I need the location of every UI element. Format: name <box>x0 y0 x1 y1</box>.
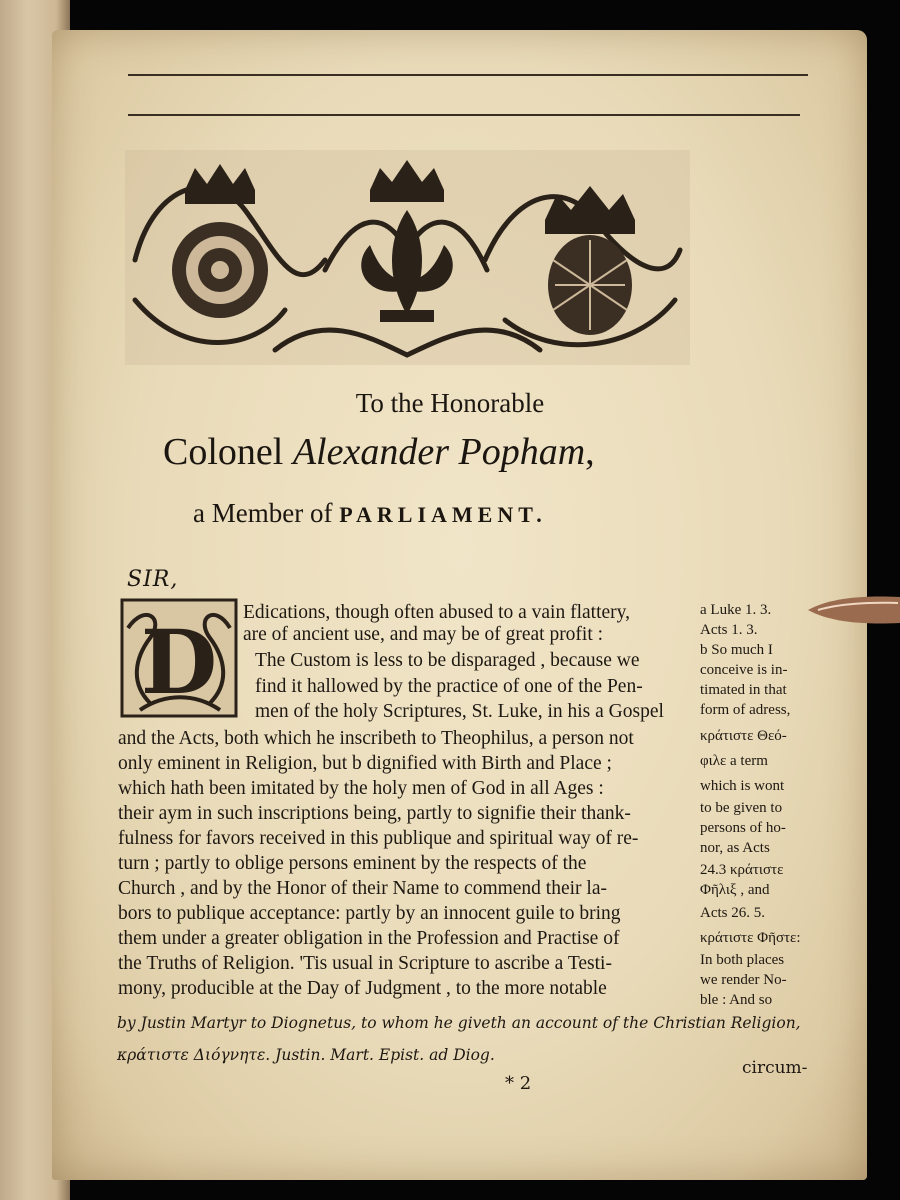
dropcap-letter: D <box>140 610 218 714</box>
body-line: The Custom is less to be disparaged , because we <box>255 650 640 671</box>
margin-note: κράτιστε Θεό- <box>700 728 787 744</box>
margin-note: In both places <box>700 952 785 968</box>
salutation: SIR, <box>127 567 179 592</box>
margin-note: Φῆλιξ , and <box>700 882 770 898</box>
body-line: are of ancient use, and may be of great profit : <box>243 624 604 645</box>
catchword: circum- <box>742 1058 808 1078</box>
body-line: which hath been imitated by the holy men of God in all Ages : <box>118 778 604 799</box>
signature-mark: * 2 <box>505 1073 532 1094</box>
body-line: mony, producible at the Day of Judgment , to the more notable <box>118 978 607 999</box>
ornamental-headpiece <box>125 150 690 365</box>
body-line: the Truths of Religion. 'Tis usual in Scripture to ascribe a Testi- <box>118 953 612 974</box>
title-rank: Colonel <box>163 431 284 473</box>
footnote-line: κράτιστε Διόγνητε. Justin. Mart. Epist. ad Diog. <box>117 1046 495 1064</box>
title-member-prefix: a Member of <box>193 498 333 528</box>
margin-note: κράτιστε Φῆστε: <box>700 930 801 946</box>
margin-note: we render No- <box>700 972 787 988</box>
title-parliament: PARLIAMENT. <box>339 502 547 527</box>
margin-note: ble : And so <box>700 992 773 1008</box>
margin-note: conceive is in- <box>700 662 788 678</box>
body-line: their aym in such inscriptions being, partly to signifie their thank- <box>118 803 631 824</box>
body-line: men of the holy Scriptures, St. Luke, in his a Gospel <box>255 701 664 722</box>
body-line: and the Acts, both which he inscribeth to Theophilus, a person not <box>118 728 634 749</box>
thistle-emblem <box>545 186 635 335</box>
margin-note: persons of ho- <box>700 820 786 836</box>
footnote-line: by Justin Martyr to Diognetus, to whom he giveth an account of the Christian Religion, <box>117 1014 801 1032</box>
decorated-initial <box>120 598 238 718</box>
body-line: only eminent in Religion, but b dignified with Birth and Place ; <box>118 753 612 774</box>
second-rule <box>128 114 800 116</box>
margin-note: 24.3 κράτιστε <box>700 862 784 878</box>
rose-emblem <box>172 164 268 318</box>
body-line: turn ; partly to oblige persons eminent by the respects of the <box>118 853 587 874</box>
body-line: them under a greater obligation in the Profession and Practise of <box>118 928 620 949</box>
body-line: Edications, though often abused to a vain flattery, <box>243 602 631 623</box>
title-comma: , <box>585 431 595 473</box>
margin-note: Acts 1. 3. <box>700 622 758 638</box>
margin-note: nor, as Acts <box>700 840 770 856</box>
margin-note: a Luke 1. 3. <box>700 602 772 618</box>
dedication-title-line3 <box>193 498 547 529</box>
margin-note: to be given to <box>700 800 783 816</box>
margin-note: φιλε a term <box>700 753 768 769</box>
page-tab-marker <box>808 593 900 627</box>
dedication-title-name <box>163 430 595 474</box>
margin-note: form of adress, <box>700 702 791 718</box>
body-line: bors to publique acceptance: partly by an innocent guile to bring <box>118 903 621 924</box>
title-person-name: Alexander Popham <box>292 431 586 473</box>
body-line: fulness for favors received in this publique and spiritual way of re- <box>118 828 639 849</box>
margin-note: which is wont <box>700 778 785 794</box>
top-rule <box>128 74 808 76</box>
body-line: find it hallowed by the practice of one of the Pen- <box>255 676 643 697</box>
margin-note: Acts 26. 5. <box>700 905 765 921</box>
margin-note: b So much I <box>700 642 773 658</box>
dedication-title-line1: To the Honorable <box>355 388 545 418</box>
body-line: Church , and by the Honor of their Name to commend their la- <box>118 878 607 899</box>
margin-note: timated in that <box>700 682 787 698</box>
